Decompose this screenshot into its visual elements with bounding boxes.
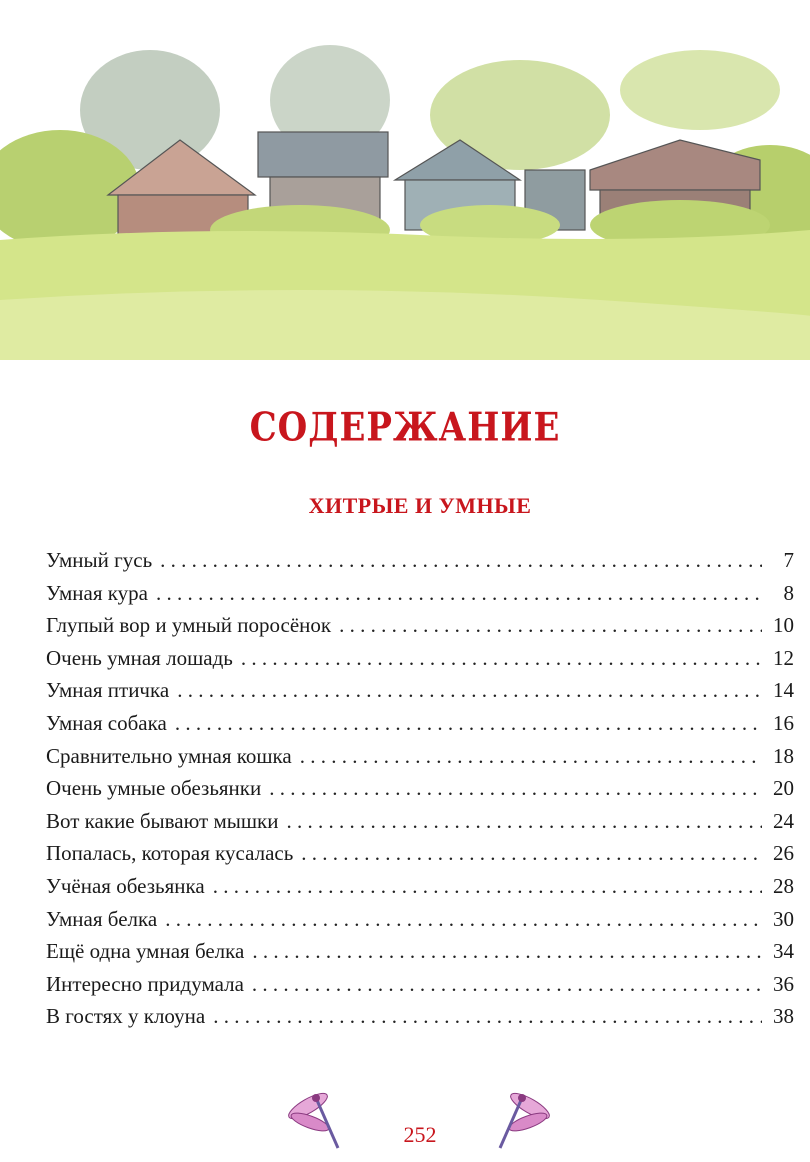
- toc-entry[interactable]: [46, 874, 794, 907]
- toc-entry[interactable]: [46, 711, 794, 744]
- toc-entry-page: 18: [773, 743, 794, 768]
- toc-entry-title: Интересно придумала: [46, 971, 244, 996]
- toc-entry-title: Очень умные обезьянки: [46, 776, 262, 801]
- dot-leader: [301, 841, 762, 866]
- dot-leader: [165, 907, 762, 932]
- section-title: ХИТРЫЕ И УМНЫЕ: [308, 493, 532, 518]
- toc-entry[interactable]: [46, 646, 794, 679]
- dot-leader: [177, 678, 762, 703]
- toc-entry-title: Очень умная лошадь: [46, 645, 233, 670]
- village-landscape-illustration: [0, 0, 810, 360]
- toc-entry-page: 12: [773, 645, 794, 670]
- toc-entry-title: Вот какие бывают мышки: [46, 808, 279, 833]
- dot-leader: [286, 809, 762, 834]
- toc-entry-title: Глупый вор и умный поросёнок: [46, 613, 332, 638]
- toc-entry-page: 16: [773, 710, 794, 735]
- toc-entry-title: Попалась, которая кусалась: [46, 841, 294, 866]
- table-of-contents: [46, 548, 794, 1037]
- toc-entry-title: Умная белка: [46, 906, 158, 931]
- toc-entry-title: Умная собака: [46, 710, 167, 735]
- toc-entry-title: Ещё одна умная белка: [46, 939, 245, 964]
- toc-entry-page: 10: [773, 613, 794, 638]
- dot-leader: [252, 939, 762, 964]
- dot-leader: [213, 1004, 762, 1029]
- toc-entry-page: 28: [773, 873, 794, 898]
- toc-entry-page: 24: [773, 808, 794, 833]
- toc-entry-title: Умная кура: [46, 580, 149, 605]
- toc-entry-page: 26: [773, 841, 794, 866]
- dot-leader: [339, 613, 762, 638]
- toc-entry[interactable]: [46, 972, 794, 1005]
- toc-entry-title: Учёная обезьянка: [46, 873, 205, 898]
- dot-leader: [241, 646, 762, 671]
- dot-leader: [269, 776, 762, 801]
- page-number: 252: [403, 1122, 437, 1147]
- toc-entry[interactable]: [46, 1004, 794, 1037]
- toc-entry-title: Умная птичка: [46, 678, 170, 703]
- dot-leader: [175, 711, 762, 736]
- toc-entry-page: 38: [773, 1004, 794, 1029]
- toc-entry-page: 36: [773, 971, 794, 996]
- toc-entry-title: В гостях у клоуна: [46, 1004, 206, 1029]
- toc-entry[interactable]: [46, 776, 794, 809]
- toc-entry[interactable]: [46, 939, 794, 972]
- dot-leader: [160, 548, 762, 573]
- toc-entry[interactable]: [46, 907, 794, 940]
- dot-leader: [213, 874, 762, 899]
- dot-leader: [156, 581, 762, 606]
- toc-entry[interactable]: [46, 744, 794, 777]
- toc-entry[interactable]: [46, 548, 794, 581]
- toc-entry-page: 14: [773, 678, 794, 703]
- toc-entry[interactable]: [46, 809, 794, 842]
- toc-entry-page: 20: [773, 776, 794, 801]
- toc-entry[interactable]: [46, 841, 794, 874]
- toc-entry[interactable]: [46, 678, 794, 711]
- toc-entry-page: 34: [773, 939, 794, 964]
- dot-leader: [252, 972, 762, 997]
- dot-leader: [300, 744, 762, 769]
- toc-entry-title: Сравнительно умная кошка: [46, 743, 292, 768]
- toc-entry-page: 7: [783, 548, 794, 572]
- toc-entry-title: Умный гусь: [46, 548, 153, 572]
- page-title: СОДЕРЖАНИЕ: [249, 405, 561, 451]
- toc-entry[interactable]: [46, 581, 794, 614]
- toc-entry-page: 8: [783, 580, 794, 605]
- toc-entry[interactable]: [46, 613, 794, 646]
- toc-entry-page: 30: [773, 906, 794, 931]
